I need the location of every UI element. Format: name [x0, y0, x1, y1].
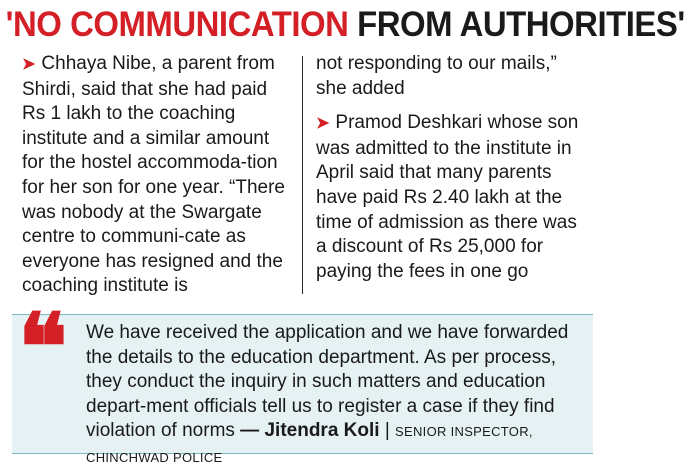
right-paragraph [316, 111, 588, 284]
right-paragraph-text: Pramod Deshkari whose son was admitted to the institute in April said that many parents have paid Rs 2.40 lakh at the time of admission as there was a discount of Rs 25,000 for paying the fees in one go [316, 112, 579, 282]
headline-part-dark: FROM AUTHORITIES' [357, 5, 685, 44]
quote-dash: — [234, 420, 265, 442]
quote-body: We have received the application and we have forwarded the details to the education department. As per process, they conduct the inquiry in such matters and education depart-ment officials tell us to register a case if they find violation of norms [86, 322, 569, 442]
bullet-arrow-icon: ➤ [316, 115, 330, 133]
left-paragraph [22, 52, 292, 299]
quote-author-role: SENIOR INSPECTOR, CHINCHWAD POLICE [86, 424, 533, 465]
left-paragraph-text: Chhaya Nibe, a parent from Shirdi, said that she had paid Rs 1 lakh to the coaching institute and a similar amount for the hostel accommoda-tion for her son for one year. “There was nobody at the Swargate centre to communi-cate as everyone has resigned and the coaching institute is [22, 53, 285, 297]
right-continuation: not responding to our mails,” she added [316, 53, 557, 99]
headline-part-red: 'NO COMMUNICATION [5, 5, 349, 44]
headline [0, 0, 685, 50]
quote-text [86, 321, 586, 471]
quote-author-name: Jitendra Koli [264, 420, 380, 442]
quote-box [12, 293, 593, 465]
article-columns [0, 52, 600, 298]
column-divider [302, 56, 303, 294]
quote-mark-icon: ❝ [18, 293, 68, 401]
right-column [316, 52, 588, 284]
quote-separator: | [379, 420, 396, 442]
left-column [22, 52, 292, 299]
bullet-arrow-icon: ➤ [22, 56, 36, 73]
